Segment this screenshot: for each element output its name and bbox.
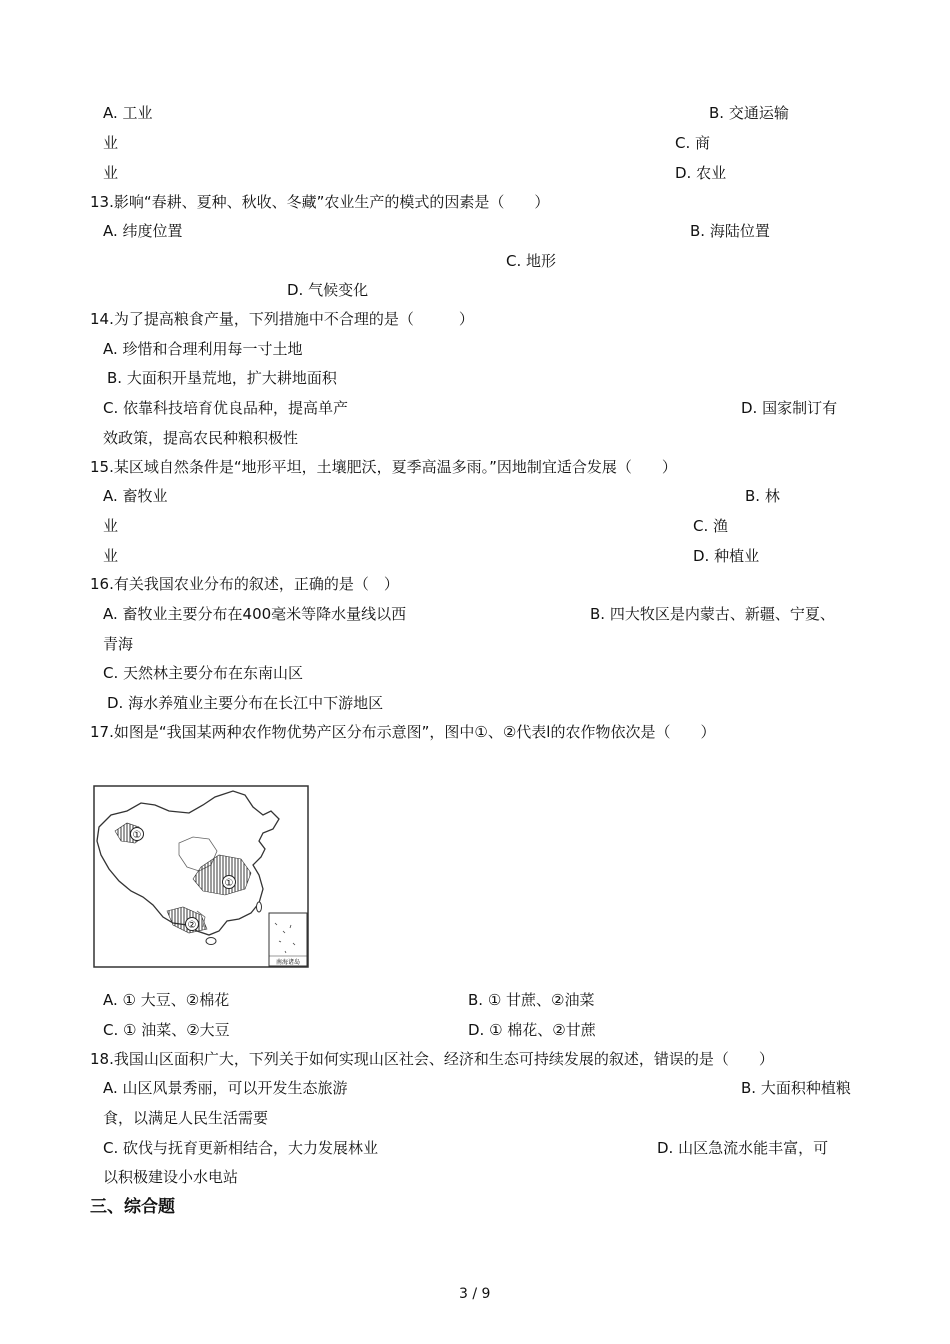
q17-option-a: A. ① 大豆、②棉花 (103, 991, 230, 1009)
q14-option-c: C. 依靠科技培育优良品种，提高单产 (103, 399, 349, 417)
south-china-sea-inset-label: 南海诸岛 (275, 959, 301, 966)
q15-option-wrap: 业 (103, 517, 119, 535)
q12-option-wrap: 业 (103, 164, 119, 182)
q14-option-b: B. 大面积开垦荒地，扩大耕地面积 (107, 369, 337, 387)
q14-option-d-wrap: 效政策，提高农民种粮积极性 (103, 429, 299, 447)
q12-option-a: A. 工业 (103, 104, 153, 122)
q17-option-d: D. ① 棉花、②甘蔗 (468, 1021, 596, 1039)
q16-option-b-wrap: 青海 (103, 635, 134, 653)
q17-option-c: C. ① 油菜、②大豆 (103, 1021, 230, 1039)
q18-option-b: B. 大面积种植粮 (741, 1079, 851, 1097)
q18-option-b-wrap: 食，以满足人民生活需要 (103, 1109, 269, 1127)
q16-stem: 16.有关我国农业分布的叙述，正确的是（ ） (90, 575, 399, 593)
q18-stem: 18.我国山区面积广大，下列关于如何实现山区社会、经济和生态可持续发展的叙述，错误的是（ ） (90, 1050, 774, 1068)
q16-option-a: A. 畜牧业主要分布在400毫米等降水量线以西 (103, 605, 407, 623)
map-label-1-central: ① (224, 878, 234, 889)
q17-stem: 17.如图是“我国某两种农作物优势产区分布示意图”，图中①、②代表l的农作物依次是（ ） (90, 723, 716, 741)
section-heading: 三、综合题 (90, 1197, 175, 1217)
q18-option-c: C. 砍伐与抚育更新相结合，大力发展林业 (103, 1139, 379, 1157)
q14-option-a: A. 珍惜和合理利用每一寸土地 (103, 340, 303, 358)
q15-option-b: B. 林 (745, 487, 780, 505)
map-label-1-northwest: ① (132, 830, 142, 841)
q12-option-wrap: 业 (103, 134, 119, 152)
page-number: 3 / 9 (459, 1286, 491, 1302)
q13-option-d: D. 气候变化 (287, 281, 369, 299)
q14-stem: 14.为了提高粮食产量，下列措施中不合理的是（ ） (90, 310, 474, 328)
q13-option-a: A. 纬度位置 (103, 222, 183, 240)
q17-option-b: B. ① 甘蔗、②油菜 (468, 991, 595, 1009)
q15-stem: 15.某区域自然条件是“地形平坦，土壤肥沃，夏季高温多雨。”因地制宜适合发展（ ） (90, 458, 677, 476)
crop-distribution-map (93, 785, 309, 968)
map-label-2-south: ② (187, 920, 197, 931)
q16-option-d: D. 海水养殖业主要分布在长江中下游地区 (107, 694, 384, 712)
q13-stem: 13.影响“春耕、夏种、秋收、冬藏”农业生产的模式的因素是（ ） (90, 193, 550, 211)
q16-option-c: C. 天然林主要分布在东南山区 (103, 664, 304, 682)
q13-option-c: C. 地形 (506, 252, 557, 270)
q14-option-d: D. 国家制订有 (741, 399, 838, 417)
q18-option-d: D. 山区急流水能丰富，可 (657, 1139, 829, 1157)
q15-option-d: D. 种植业 (693, 547, 760, 565)
q13-option-b: B. 海陆位置 (690, 222, 770, 240)
q15-option-a: A. 畜牧业 (103, 487, 168, 505)
q18-option-d-wrap: 以积极建设小水电站 (103, 1168, 239, 1186)
q15-option-wrap: 业 (103, 547, 119, 565)
q18-option-a: A. 山区风景秀丽，可以开发生态旅游 (103, 1079, 348, 1097)
q12-option-d: D. 农业 (675, 164, 727, 182)
q12-option-c: C. 商 (675, 134, 711, 152)
q12-option-b: B. 交通运输 (709, 104, 789, 122)
q16-option-b: B. 四大牧区是内蒙古、新疆、宁夏、 (590, 605, 835, 623)
q15-option-c: C. 渔 (693, 517, 729, 535)
